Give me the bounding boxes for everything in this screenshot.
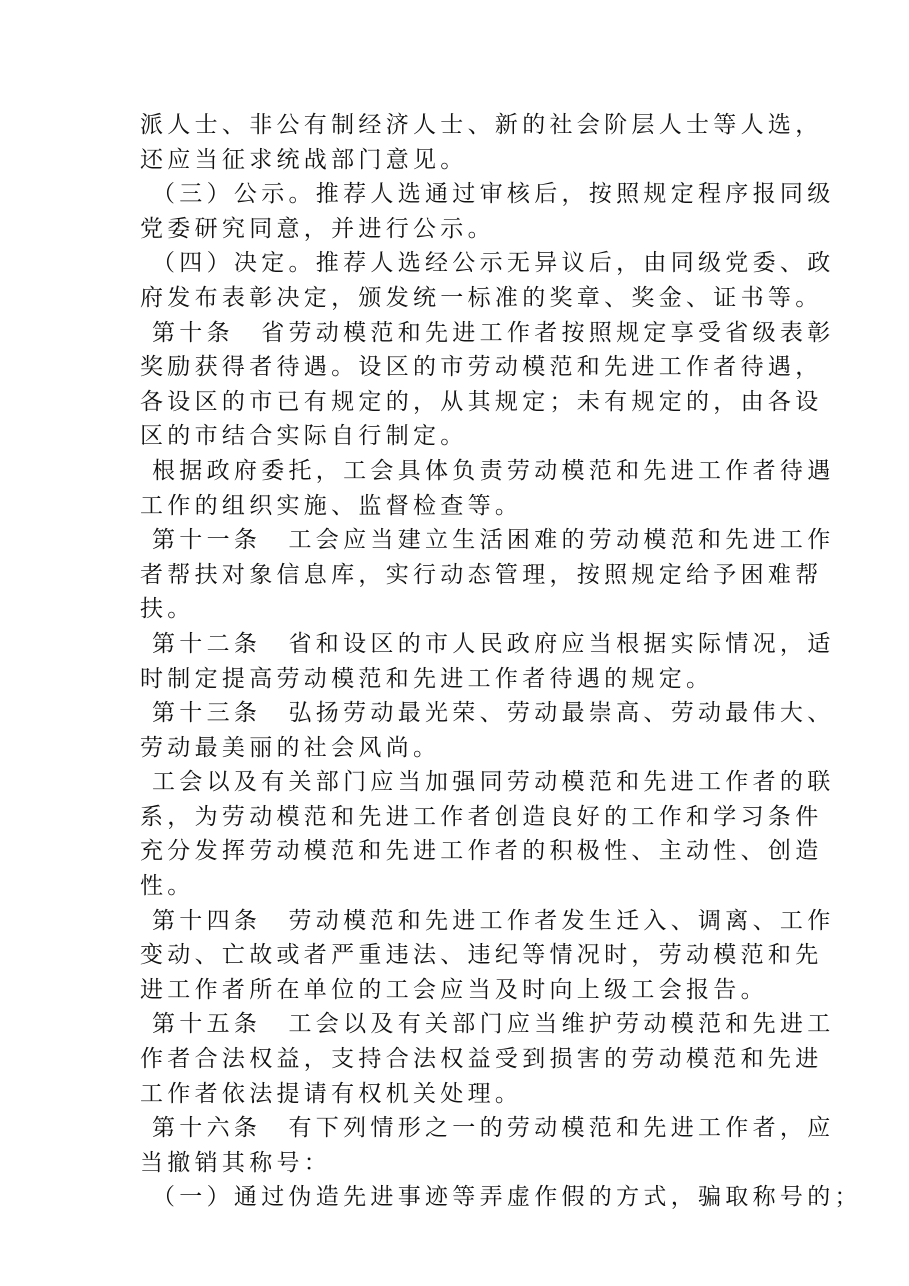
article-heading-line: 第十六条 有下列情形之一的劳动模范和先进工作者，应 — [152, 1115, 835, 1142]
text-line: 进工作者所在单位的工会应当及时向上级工会报告。 — [140, 976, 768, 1003]
text-line: 变动、亡故或者严重违法、违纪等情况时，劳动模范和先 — [140, 942, 823, 969]
text-line: 党委研究同意，并进行公示。 — [140, 215, 495, 242]
text-line: 性。 — [140, 873, 195, 900]
text-line: 时制定提高劳动模范和先进工作者待遇的规定。 — [140, 665, 714, 692]
text-line: 系，为劳动模范和先进工作者创造良好的工作和学习条件 — [140, 803, 823, 830]
text-line: 当撤销其称号： — [140, 1149, 332, 1176]
article-heading-line: 第十五条 工会以及有关部门应当维护劳动模范和先进工 — [152, 1011, 835, 1038]
document-body — [140, 108, 862, 1215]
text-line: 劳动最美丽的社会风尚。 — [140, 734, 441, 761]
text-line: 奖励获得者待遇。设区的市劳动模范和先进工作者待遇， — [140, 354, 823, 381]
text-line: （一）通过伪造先进事迹等弄虚作假的方式，骗取称号的； — [152, 1184, 862, 1211]
text-line: 工会以及有关部门应当加强同劳动模范和先进工作者的联 — [152, 769, 835, 796]
text-line: 还应当征求统战部门意见。 — [140, 146, 468, 173]
text-line: 扶。 — [140, 596, 195, 623]
text-line: 区的市结合实际自行制定。 — [140, 423, 468, 450]
text-line: 工作者依法提请有权机关处理。 — [140, 1080, 523, 1107]
article-heading-line: 第十三条 弘扬劳动最光荣、劳动最崇高、劳动最伟大、 — [152, 700, 835, 727]
article-heading-line: 第十二条 省和设区的市人民政府应当根据实际情况，适 — [152, 630, 835, 657]
text-line: 各设区的市已有规定的，从其规定；未有规定的，由各设 — [140, 388, 823, 415]
text-line: （四）决定。推荐人选经公示无异议后，由同级党委、政 — [152, 250, 835, 277]
text-line: （三）公示。推荐人选通过审核后，按照规定程序报同级 — [152, 181, 835, 208]
text-line: 根据政府委托，工会具体负责劳动模范和先进工作者待遇 — [152, 457, 835, 484]
text-line: 充分发挥劳动模范和先进工作者的积极性、主动性、创造 — [140, 838, 823, 865]
text-line: 者帮扶对象信息库，实行动态管理，按照规定给予困难帮 — [140, 561, 823, 588]
text-line: 府发布表彰决定，颁发统一标准的奖章、奖金、证书等。 — [140, 284, 823, 311]
text-line: 作者合法权益，支持合法权益受到损害的劳动模范和先进 — [140, 1046, 823, 1073]
article-heading-line: 第十一条 工会应当建立生活困难的劳动模范和先进工作 — [152, 527, 835, 554]
text-line: 派人士、非公有制经济人士、新的社会阶层人士等人选， — [140, 112, 823, 138]
article-heading-line: 第十条 省劳动模范和先进工作者按照规定享受省级表彰 — [152, 319, 835, 346]
text-line: 工作的组织实施、监督检查等。 — [140, 492, 523, 519]
article-heading-line: 第十四条 劳动模范和先进工作者发生迁入、调离、工作 — [152, 907, 835, 934]
